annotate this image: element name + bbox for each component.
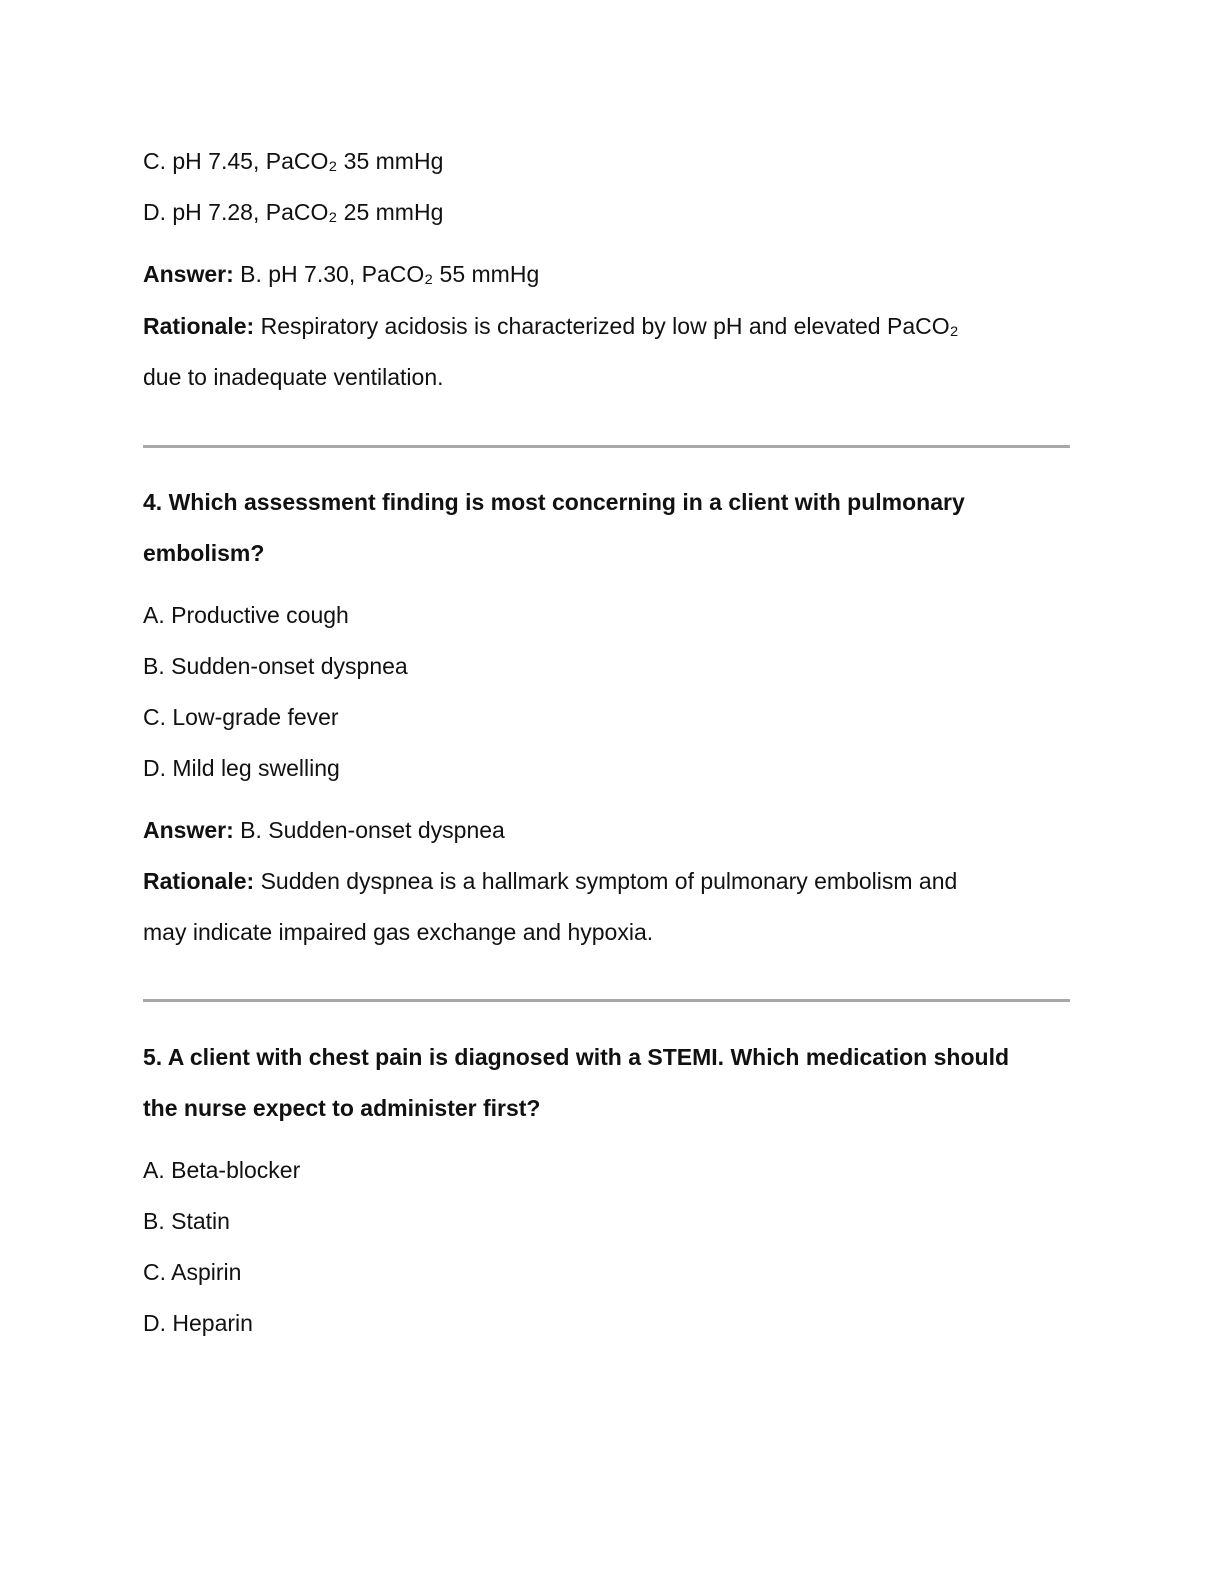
rationale-text: Respiratory acidosis is characterized by low pH and elevated PaCO₂ <box>254 313 959 339</box>
q5-option-d: D. Heparin <box>143 1310 253 1336</box>
q3-option-c: C. pH 7.45, PaCO₂ 35 mmHg <box>143 148 444 174</box>
q3-answer <box>143 259 539 289</box>
q4-option-a: A. Productive cough <box>143 602 349 628</box>
answer-text: B. Sudden-onset dyspnea <box>233 817 505 843</box>
q4-question-line1: 4. Which assessment finding is most concerning in a client with pulmonary <box>143 489 965 515</box>
q5-question-line2: the nurse expect to administer first? <box>143 1095 541 1121</box>
section-divider <box>143 445 1070 448</box>
q4-rationale-continued: may indicate impaired gas exchange and hypoxia. <box>143 919 654 945</box>
rationale-label: Rationale: <box>143 868 255 894</box>
q5-option-c: C. Aspirin <box>143 1259 242 1285</box>
rationale-label: Rationale: <box>143 313 255 339</box>
q5-option-b: B. Statin <box>143 1208 230 1234</box>
q3-rationale-continued: due to inadequate ventilation. <box>143 364 444 390</box>
answer-label: Answer: <box>143 261 234 287</box>
q3-option-d: D. pH 7.28, PaCO₂ 25 mmHg <box>143 199 444 225</box>
q4-option-c: C. Low-grade fever <box>143 704 339 730</box>
answer-text: B. pH 7.30, PaCO₂ 55 mmHg <box>233 261 540 287</box>
answer-label: Answer: <box>143 817 234 843</box>
q5-option-a: A. Beta-blocker <box>143 1157 301 1183</box>
q4-answer <box>143 815 505 845</box>
q4-option-d: D. Mild leg swelling <box>143 755 340 781</box>
section-divider <box>143 999 1070 1002</box>
q3-rationale <box>143 311 959 341</box>
q4-rationale <box>143 866 957 896</box>
rationale-text: Sudden dyspnea is a hallmark symptom of pulmonary embolism and <box>254 868 958 894</box>
q5-question-line1: 5. A client with chest pain is diagnosed with a STEMI. Which medication should <box>143 1044 1010 1070</box>
q4-option-b: B. Sudden-onset dyspnea <box>143 653 408 679</box>
q4-question-line2: embolism? <box>143 540 265 566</box>
